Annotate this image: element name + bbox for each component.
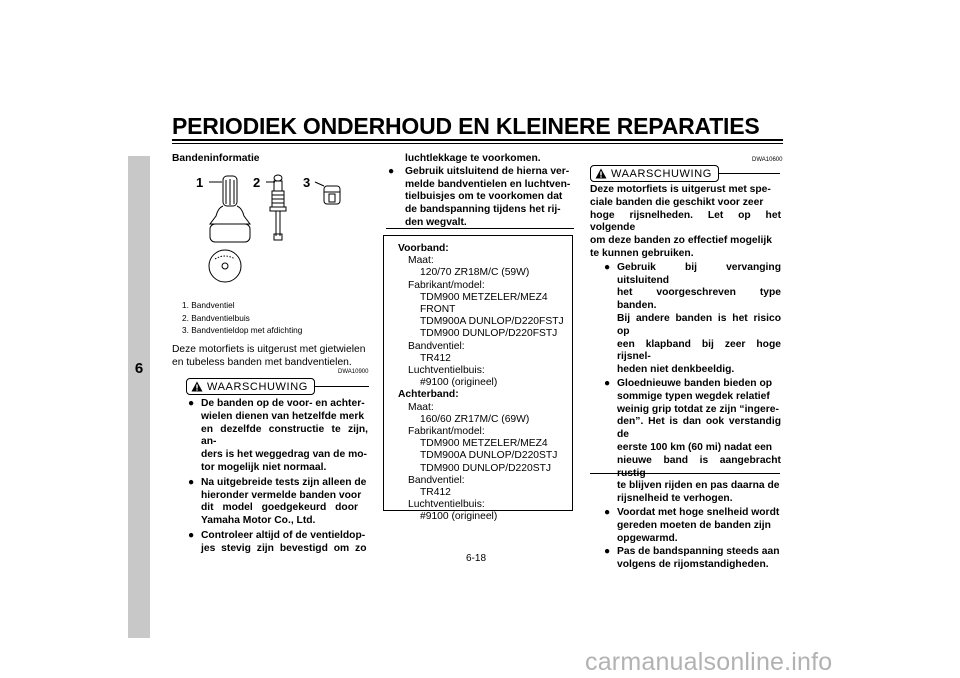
intro-paragraph: Deze motorfiets is uitgerust met spe- ciale banden die geschikt voor zeer hoge rijsnelheden. Let op het volgende om deze banden zo effectief mogelijk te kunnen gebruiken. xyxy=(590,184,781,259)
watermark: carmanualsonline.info xyxy=(585,648,833,676)
bullet-icon: ● xyxy=(188,398,195,409)
tire-spec-box: Voorband: Maat: 120/70 ZR18M/C (59W) Fabrikant/model: TDM900 METZELER/MEZ4 FRONT TDM900A DUNLOP/D220FSTJ TDM900 DUNLOP/D220FSTJ Bandventiel: TR412 Luchtventielbuis: #9100 (origineel) Achterband: Maat: 160/60 ZR17M/C (69W) Fabrikant/model: TDM900 METZELER/MEZ4 TDM900A DUNLOP/D220STJ TDM900 DUNLOP/D220STJ Bandventiel: TR412 Luchtventielbuis: #9100 (origineel) xyxy=(383,235,573,511)
chapter-tab xyxy=(128,156,150,638)
list-item: ● Gebruik uitsluitend de hierna ver- melde bandventielen en luchtven- tielbuisjes om te voorkomen dat de bandspanning tijdens het rij- den wegvalt. xyxy=(388,165,571,228)
warning-triangle-icon xyxy=(595,168,607,179)
warning-end-rule xyxy=(386,228,574,229)
spec-heading-rear: Achterband: xyxy=(398,389,459,401)
spec-heading-front: Voorband: xyxy=(398,243,449,254)
valve-figure xyxy=(172,168,368,296)
legend-item: 1. Bandventiel xyxy=(182,300,235,310)
page-number: 6-18 xyxy=(466,553,487,564)
figure-number-2: 2 xyxy=(253,175,261,190)
warning-badge xyxy=(590,165,719,182)
warning-header xyxy=(590,165,780,183)
legend-item: 2. Bandventielbuis xyxy=(182,312,250,323)
chapter-number: 6 xyxy=(134,360,144,377)
intro-paragraph: Deze motorfiets is uitgerust met gietwielen en tubeless banden met bandventielen. xyxy=(172,344,366,368)
section-heading: Bandeninformatie xyxy=(172,153,260,164)
bullet-icon: ● xyxy=(604,506,611,518)
title-rule xyxy=(172,139,783,141)
figure-legend xyxy=(182,299,302,337)
page-title: PERIODIEK ONDERHOUD EN KLEINERE REPARATIES xyxy=(172,113,760,139)
warning-end-rule xyxy=(590,473,780,474)
bullet-icon: ● xyxy=(388,165,395,177)
bullet-icon: ● xyxy=(604,546,611,558)
warning-label: WAARSCHUWING xyxy=(611,167,712,180)
warning-code: DWA10600 xyxy=(752,157,783,163)
middle-bullets: luchtlekkage te voorkomen. ● Gebruik uitsluitend de hierna ver- melde bandventielen en luchtven- tielbuisjes om te voorkomen dat de bandspanning tijdens het rij- den wegvalt. xyxy=(405,153,573,230)
warning-badge xyxy=(186,378,315,395)
warning-rule xyxy=(714,173,780,174)
warning-header xyxy=(186,378,369,396)
list-item: ● De banden op de voor- en achter- wielen dienen van hetzelfde merk en dezelfde constructie te zijn, an- ders is het weggedrag van de mo- tor mogelijk niet normaal. xyxy=(188,398,368,473)
bullet-icon: ● xyxy=(604,261,611,273)
bullet-icon: ● xyxy=(604,377,611,389)
bullet-icon: ● xyxy=(188,476,195,488)
bullet-icon: ● xyxy=(188,529,195,541)
tire-valve-drawing-icon xyxy=(172,168,368,296)
figure-number-1: 1 xyxy=(196,175,204,190)
title-rule-thin xyxy=(172,143,783,144)
warning-label: WAARSCHUWING xyxy=(207,380,308,393)
warning-bullets xyxy=(186,398,368,556)
figure-number-3: 3 xyxy=(303,175,311,190)
warning-triangle-icon xyxy=(191,381,203,392)
legend-item: 3. Bandventieldop met afdichting xyxy=(182,325,303,336)
warning-code: DWA10900 xyxy=(338,369,369,375)
right-warning-text xyxy=(590,184,781,572)
list-item: ● Gebruik bij vervanging uitsluitend het voorgeschreven type banden. Bij andere banden is het risico op een klapband bij zeer hoge rijsnel- heden niet denkbeeldig. xyxy=(604,261,781,376)
list-item: ● Controleer altijd of de ventieldop- jes stevig zijn bevestigd om zo xyxy=(188,529,367,554)
list-item: ● Gloednieuwe banden bieden op sommige typen wegdek relatief weinig grip totdat ze zijn “ingere- den”. Het is dan ook verstandig de eerste 100 km (60 mi) nadat een nieuwe band is aangebracht rustig te blijven rijden en pas daarna de rijsnelheid te verhogen. xyxy=(604,377,781,505)
list-item: ● Pas de bandspanning steeds aan volgens de rijomstandigheden. xyxy=(604,546,780,571)
list-item: ● Na uitgebreide tests zijn alleen de hieronder vermelde banden voor dit model goedgekeurd door Yamaha Motor Co., Ltd. xyxy=(188,476,367,527)
list-item: ● Voordat met hoge snelheid wordt gereden moeten de banden zijn opgewarmd. xyxy=(604,506,780,544)
